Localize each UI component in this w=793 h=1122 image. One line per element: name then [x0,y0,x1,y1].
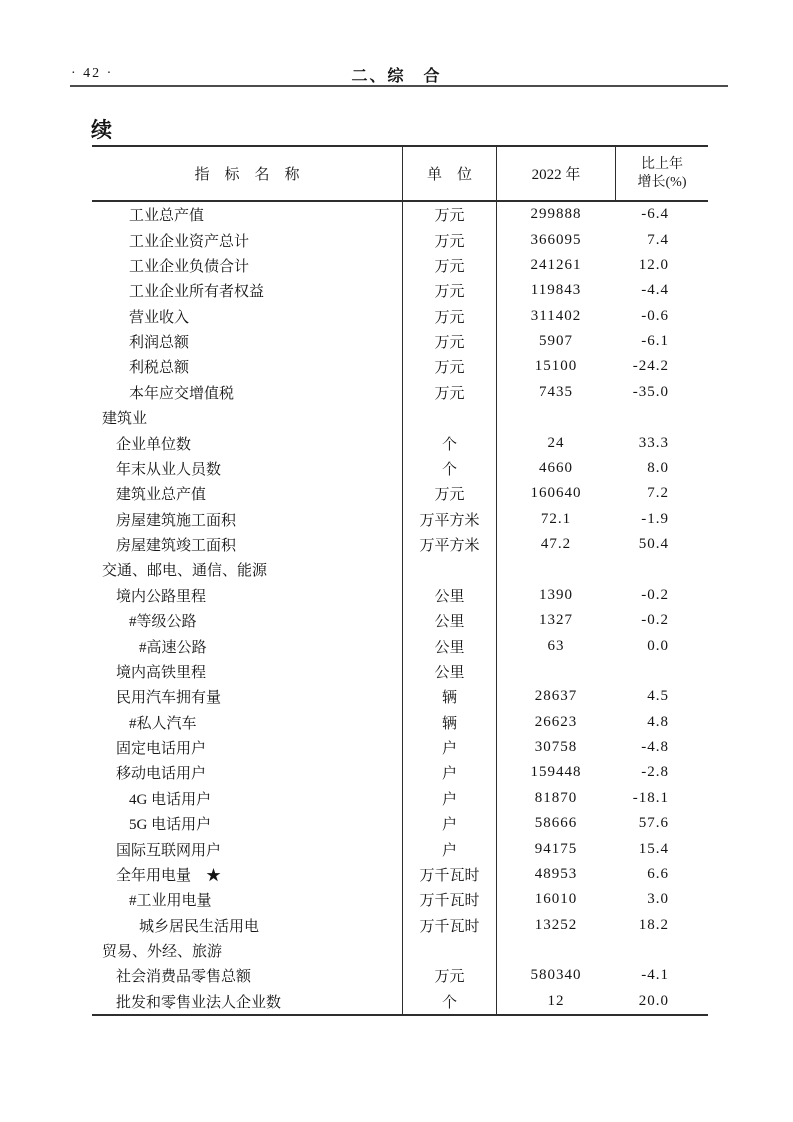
growth-cell: 50.4 [638,536,669,553]
table-row [92,380,708,405]
growth-cell: 7.2 [647,485,669,502]
table-row [92,227,708,252]
value-2022-cell [497,405,615,430]
indicator-name-cell: 营业收入 [129,309,190,326]
value-2022-cell [497,938,615,963]
indicator-name-cell: 民用汽车拥有量 [116,690,222,707]
unit-cell: 万元 [402,329,497,354]
value-2022-cell: 299888 [530,206,582,223]
growth-cell: -6.4 [641,206,669,223]
growth-cell: 4.5 [647,688,669,705]
value-2022-cell: 311402 [530,307,582,324]
table-row [92,735,708,760]
unit-cell [402,938,497,963]
table-row [92,633,708,658]
growth-cell: -4.1 [641,967,669,984]
unit-cell: 万元 [402,253,497,278]
value-2022-cell: 241261 [530,256,582,273]
indicator-name-cell: #工业用电量 [129,893,212,910]
table-row [92,836,708,861]
column-header-indicator: 指 标 名 称 [194,167,300,183]
value-2022-cell: 72.1 [540,510,572,527]
table-row [92,710,708,735]
growth-cell: 33.3 [638,434,669,451]
indicator-name-cell: 交通、邮电、通信、能源 [102,563,268,580]
column-header-growth-line1: 比上年 [641,156,683,172]
column-header-growth [615,147,708,200]
indicator-name-cell: 房屋建筑竣工面积 [116,538,237,555]
indicator-name-cell: 境内公路里程 [116,588,207,605]
indicator-name-cell: 工业企业资产总计 [129,233,250,250]
value-2022-cell: 15100 [534,358,578,375]
value-2022-cell: 160640 [530,485,582,502]
growth-cell: -0.2 [641,586,669,603]
table-row [92,253,708,278]
growth-cell: 0.0 [647,637,669,654]
growth-cell: -2.8 [641,764,669,781]
unit-cell: 个 [402,456,497,481]
unit-cell [402,557,497,582]
growth-cell [615,405,708,430]
value-2022-cell: 4660 [539,459,573,476]
growth-cell: 18.2 [638,916,669,933]
table-row [92,963,708,988]
unit-cell: 万千瓦时 [402,862,497,887]
indicator-name-cell: 社会消费品零售总额 [116,969,252,986]
value-2022-cell: 26623 [534,713,578,730]
value-2022-cell: 58666 [534,815,578,832]
growth-cell: -1.9 [641,510,669,527]
unit-cell: 万元 [402,481,497,506]
value-2022-cell: 63 [547,637,565,654]
unit-cell: 公里 [402,633,497,658]
table-row [92,532,708,557]
growth-cell: -6.1 [641,333,669,350]
unit-cell: 辆 [402,684,497,709]
value-2022-cell: 7435 [539,383,573,400]
indicator-name-cell: 工业企业所有者权益 [129,284,265,301]
growth-cell: 4.8 [647,713,669,730]
value-2022-cell: 28637 [534,688,578,705]
value-2022-cell: 159448 [530,764,582,781]
growth-cell [615,557,708,582]
growth-cell: 15.4 [638,840,669,857]
unit-cell [402,405,497,430]
value-2022-cell: 1327 [539,612,573,629]
value-2022-cell: 119843 [530,282,582,299]
table-row [92,760,708,785]
value-2022-cell: 12 [547,992,565,1009]
value-2022-cell: 1390 [539,586,573,603]
table-row [92,659,708,684]
unit-cell: 辆 [402,710,497,735]
unit-cell: 万元 [402,380,497,405]
table-row [92,354,708,379]
table-row [92,583,708,608]
unit-cell: 户 [402,811,497,836]
column-header-year: 2022 年 [531,167,581,183]
unit-cell: 万元 [402,278,497,303]
value-2022-cell: 16010 [534,891,578,908]
growth-cell: -4.4 [641,282,669,299]
table-row [92,887,708,912]
indicator-name-cell: 利税总额 [129,360,190,377]
value-2022-cell [497,659,615,684]
unit-cell: 万平方米 [402,507,497,532]
unit-cell: 万千瓦时 [402,913,497,938]
unit-cell: 公里 [402,583,497,608]
column-header-growth-line2: 增长(%) [637,174,687,190]
indicator-name-cell: 全年用电量 ★ [116,867,222,884]
table-row [92,481,708,506]
indicator-name-cell: 境内高铁里程 [116,664,207,681]
indicator-name-cell: 贸易、外经、旅游 [102,944,223,961]
indicator-name-cell: 批发和零售业法人企业数 [116,994,282,1011]
indicator-name-cell: #私人汽车 [129,715,197,732]
table-row [92,202,708,227]
table-row [92,989,708,1014]
statistics-table [92,145,708,1016]
table-row [92,913,708,938]
indicator-name-cell: 国际互联网用户 [116,842,222,859]
indicator-name-cell: 4G 电话用户 [129,791,212,808]
continued-label: 续 [91,118,112,142]
growth-cell: -4.8 [641,739,669,756]
indicator-name-cell: 城乡居民生活用电 [139,918,260,935]
indicator-name-cell: 房屋建筑施工面积 [116,512,237,529]
indicator-name-cell: 建筑业 [102,411,148,428]
unit-cell: 个 [402,989,497,1014]
table-body [92,202,708,1016]
table-header-row [92,145,708,202]
unit-cell: 万元 [402,304,497,329]
value-2022-cell: 13252 [534,916,578,933]
column-header-unit: 单 位 [402,147,497,200]
table-row [92,430,708,455]
indicator-name-cell: #等级公路 [129,614,197,631]
growth-cell: 12.0 [638,256,669,273]
growth-cell: -0.2 [641,612,669,629]
value-2022-cell [497,557,615,582]
header-rule [70,85,728,87]
growth-cell: -18.1 [632,789,669,806]
value-2022-cell: 30758 [534,739,578,756]
unit-cell: 万元 [402,227,497,252]
value-2022-cell: 94175 [534,840,578,857]
unit-cell: 个 [402,430,497,455]
value-2022-cell: 366095 [530,231,582,248]
indicator-name-cell: 利润总额 [129,335,190,352]
unit-cell: 万千瓦时 [402,887,497,912]
indicator-name-cell: 年末从业人员数 [116,461,222,478]
page-number: · 42 · [71,66,114,81]
indicator-name-cell: 企业单位数 [116,436,192,453]
unit-cell: 户 [402,836,497,861]
value-2022-cell: 580340 [530,967,582,984]
growth-cell: 3.0 [647,891,669,908]
value-2022-cell: 48953 [534,865,578,882]
unit-cell: 公里 [402,659,497,684]
growth-cell: -0.6 [641,307,669,324]
indicator-name-cell: 工业总产值 [129,208,205,225]
value-2022-cell: 81870 [534,789,578,806]
indicator-name-cell: 建筑业总产值 [116,487,207,504]
indicator-name-cell: 移动电话用户 [116,766,207,783]
indicator-name-cell: #高速公路 [139,639,207,656]
indicator-name-cell: 固定电话用户 [116,741,207,758]
unit-cell: 万元 [402,354,497,379]
table-row [92,278,708,303]
unit-cell: 户 [402,760,497,785]
table-row [92,405,708,430]
growth-cell [615,659,708,684]
table-row [92,304,708,329]
growth-cell: 57.6 [638,815,669,832]
indicator-name-cell: 工业企业负债合计 [129,258,250,275]
table-row [92,684,708,709]
unit-cell: 万平方米 [402,532,497,557]
chapter-title: 二、综 合 [351,68,442,85]
unit-cell: 万元 [402,202,497,227]
growth-cell [615,938,708,963]
growth-cell: -35.0 [632,383,669,400]
table-row [92,862,708,887]
unit-cell: 户 [402,786,497,811]
table-row [92,608,708,633]
growth-cell: 20.0 [638,992,669,1009]
unit-cell: 户 [402,735,497,760]
value-2022-cell: 5907 [539,333,573,350]
table-row [92,329,708,354]
growth-cell: 6.6 [647,865,669,882]
value-2022-cell: 47.2 [540,536,572,553]
table-row [92,507,708,532]
growth-cell: 8.0 [647,459,669,476]
table-row [92,938,708,963]
table-row [92,557,708,582]
value-2022-cell: 24 [547,434,565,451]
growth-cell: 7.4 [647,231,669,248]
indicator-name-cell: 5G 电话用户 [129,817,212,834]
unit-cell: 万元 [402,963,497,988]
table-row [92,786,708,811]
indicator-name-cell: 本年应交增值税 [129,385,235,402]
table-row [92,456,708,481]
growth-cell: -24.2 [632,358,669,375]
unit-cell: 公里 [402,608,497,633]
table-row [92,811,708,836]
